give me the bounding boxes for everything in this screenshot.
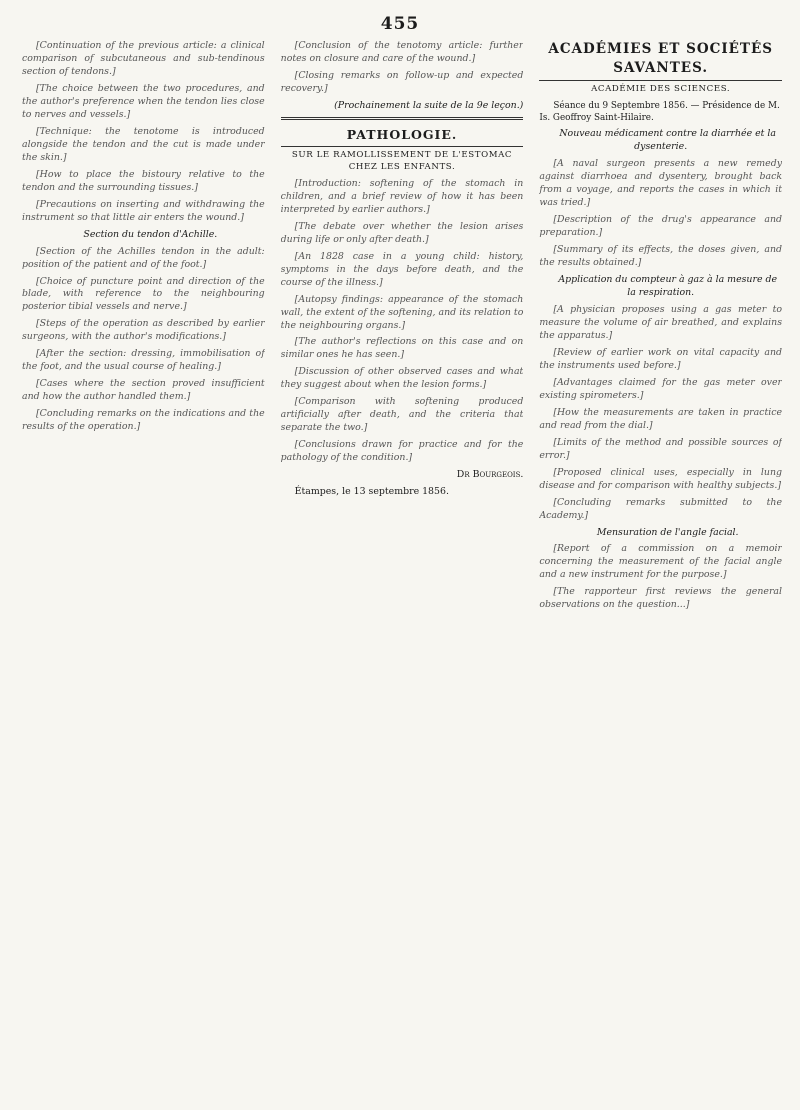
- col2-paragraph: [Discussion of other observed cases and what they suggest about when the lesion forms.]: [280, 366, 524, 391]
- col1-paragraph: [Continuation of the previous article: a clinical comparison of subcutaneous and sub-tendinous section of tendons.]: [22, 40, 265, 77]
- pathology-title: PATHOLOGIE.: [346, 126, 458, 142]
- col2-paragraph: [Conclusion of the tenotomy article: further notes on closure and care of the wound.]: [280, 40, 524, 64]
- col2-paragraph: [Closing remarks on follow-up and expected recovery.]: [280, 69, 524, 94]
- col1-paragraph: [How to place the bistoury relative to the tendon and the surrounding tissues.]: [22, 168, 265, 193]
- pathology-subtitle: SUR LE RAMOLLISSEMENT DE L'ESTOMAC CHEZ LES ENFANTS.: [291, 150, 513, 172]
- col3-paragraph: [Description of the drug's appearance and preparation.]: [539, 214, 783, 239]
- page-number: 455: [380, 14, 420, 34]
- col1-paragraph: [Steps of the operation as described by earlier surgeons, with the author's modifications.]: [22, 318, 265, 343]
- dateline: Étampes, le 13 septembre 1856.: [294, 486, 449, 498]
- col3-paragraph: [The rapporteur first reviews the general observations on the question...]: [539, 586, 783, 611]
- col2-paragraph: [Autopsy findings: appearance of the stomach wall, the extent of the softening, and its relation to the neighbouring organs.]: [280, 293, 524, 331]
- three-columns: [22, 40, 782, 1100]
- meter-title: Application du compteur à gaz à la mesure de la respiration.: [558, 274, 778, 299]
- title-rule: [281, 146, 524, 147]
- remedy-title: Nouveau médicament contre la diarrhée et la dysenterie.: [559, 128, 777, 153]
- col3-paragraph: [Concluding remarks submitted to the Academy.]: [539, 496, 783, 521]
- title-rule: [539, 80, 782, 81]
- sitting-header: Séance du 9 Septembre 1856. — Présidence de M. Is. Geoffroy Saint-Hilaire.: [539, 101, 780, 124]
- col2-paragraph: [The author's reflections on this case and on similar ones he has seen.]: [280, 336, 524, 361]
- col3-paragraph: [How the measurements are taken in practice and read from the dial.]: [539, 406, 783, 431]
- col1-paragraph: [Cases where the section proved insufficient and how the author handled them.]: [22, 378, 265, 403]
- facial-angle-title: Mensuration de l'angle facial.: [596, 526, 739, 538]
- col3-paragraph: [A naval surgeon presents a new remedy against diarrhoea and dysentery, brought back from a voyage, and reports the cases in which it was tried.]: [539, 158, 783, 209]
- col2-paragraph: [An 1828 case in a young child: history, symptoms in the days before death, and the course of the illness.]: [280, 250, 524, 288]
- continuation-note: (Prochainement la suite de la 9e leçon.): [334, 99, 524, 111]
- col3-paragraph: [Report of a commission on a memoir concerning the measurement of the facial angle and a new instrument for the purpose.]: [539, 543, 783, 581]
- col1-paragraph: [The choice between the two procedures, and the author's preference when the tendon lies close to nerves and vessels.]: [22, 82, 265, 120]
- col3-paragraph: [A physician proposes using a gas meter to measure the volume of air breathed, and explains the apparatus.]: [539, 303, 783, 341]
- col2-paragraph: [Comparison with softening produced artificially after death, and the criteria that separate the two.]: [280, 396, 524, 434]
- col1-paragraph: [Section of the Achilles tendon in the adult: position of the patient and of the foot.]: [22, 245, 265, 270]
- col2-paragraph: [Introduction: softening of the stomach in children, and a brief review of how it has been interpreted by earlier authors.]: [280, 177, 524, 215]
- column-1: [22, 40, 265, 1100]
- col1-paragraph: [After the section: dressing, immobilisation of the foot, and the usual course of healing.]: [22, 348, 265, 373]
- col1-paragraph: [Choice of puncture point and direction of the blade, with reference to the neighbouring posterior tibial vessels and nerve.]: [22, 275, 265, 313]
- column-3: [539, 40, 782, 1100]
- col3-paragraph: [Proposed clinical uses, especially in lung disease and for comparison with healthy subjects.]: [539, 466, 783, 491]
- col2-paragraph: [The debate over whether the lesion arises during life or only after death.]: [280, 220, 524, 245]
- achilles-section-title: Section du tendon d'Achille.: [83, 228, 218, 240]
- column-2: [281, 40, 524, 1100]
- academies-title: ACADÉMIES ET SOCIÉTÉS SAVANTES.: [548, 41, 774, 76]
- col3-paragraph: [Advantages claimed for the gas meter over existing spirometers.]: [539, 376, 783, 401]
- col3-paragraph: [Limits of the method and possible sources of error.]: [539, 436, 783, 461]
- academy-name: ACADÉMIE DES SCIENCES.: [591, 84, 731, 95]
- col2-paragraph: [Conclusions drawn for practice and for the pathology of the condition.]: [280, 439, 524, 464]
- col3-paragraph: [Review of earlier work on vital capacity and the instruments used before.]: [539, 346, 783, 371]
- col3-paragraph: [Summary of its effects, the doses given, and the results obtained.]: [539, 244, 783, 269]
- col1-paragraph: [Precautions on inserting and withdrawing the instrument so that little air enters the wound.]: [22, 198, 265, 223]
- col1-paragraph: [Technique: the tenotome is introduced alongside the tendon and the cut is made under the skin.]: [22, 125, 265, 163]
- author-signature: Dr Bourgeois.: [456, 469, 524, 481]
- section-divider: [281, 117, 524, 120]
- col1-paragraph: [Concluding remarks on the indications and the results of the operation.]: [22, 408, 265, 433]
